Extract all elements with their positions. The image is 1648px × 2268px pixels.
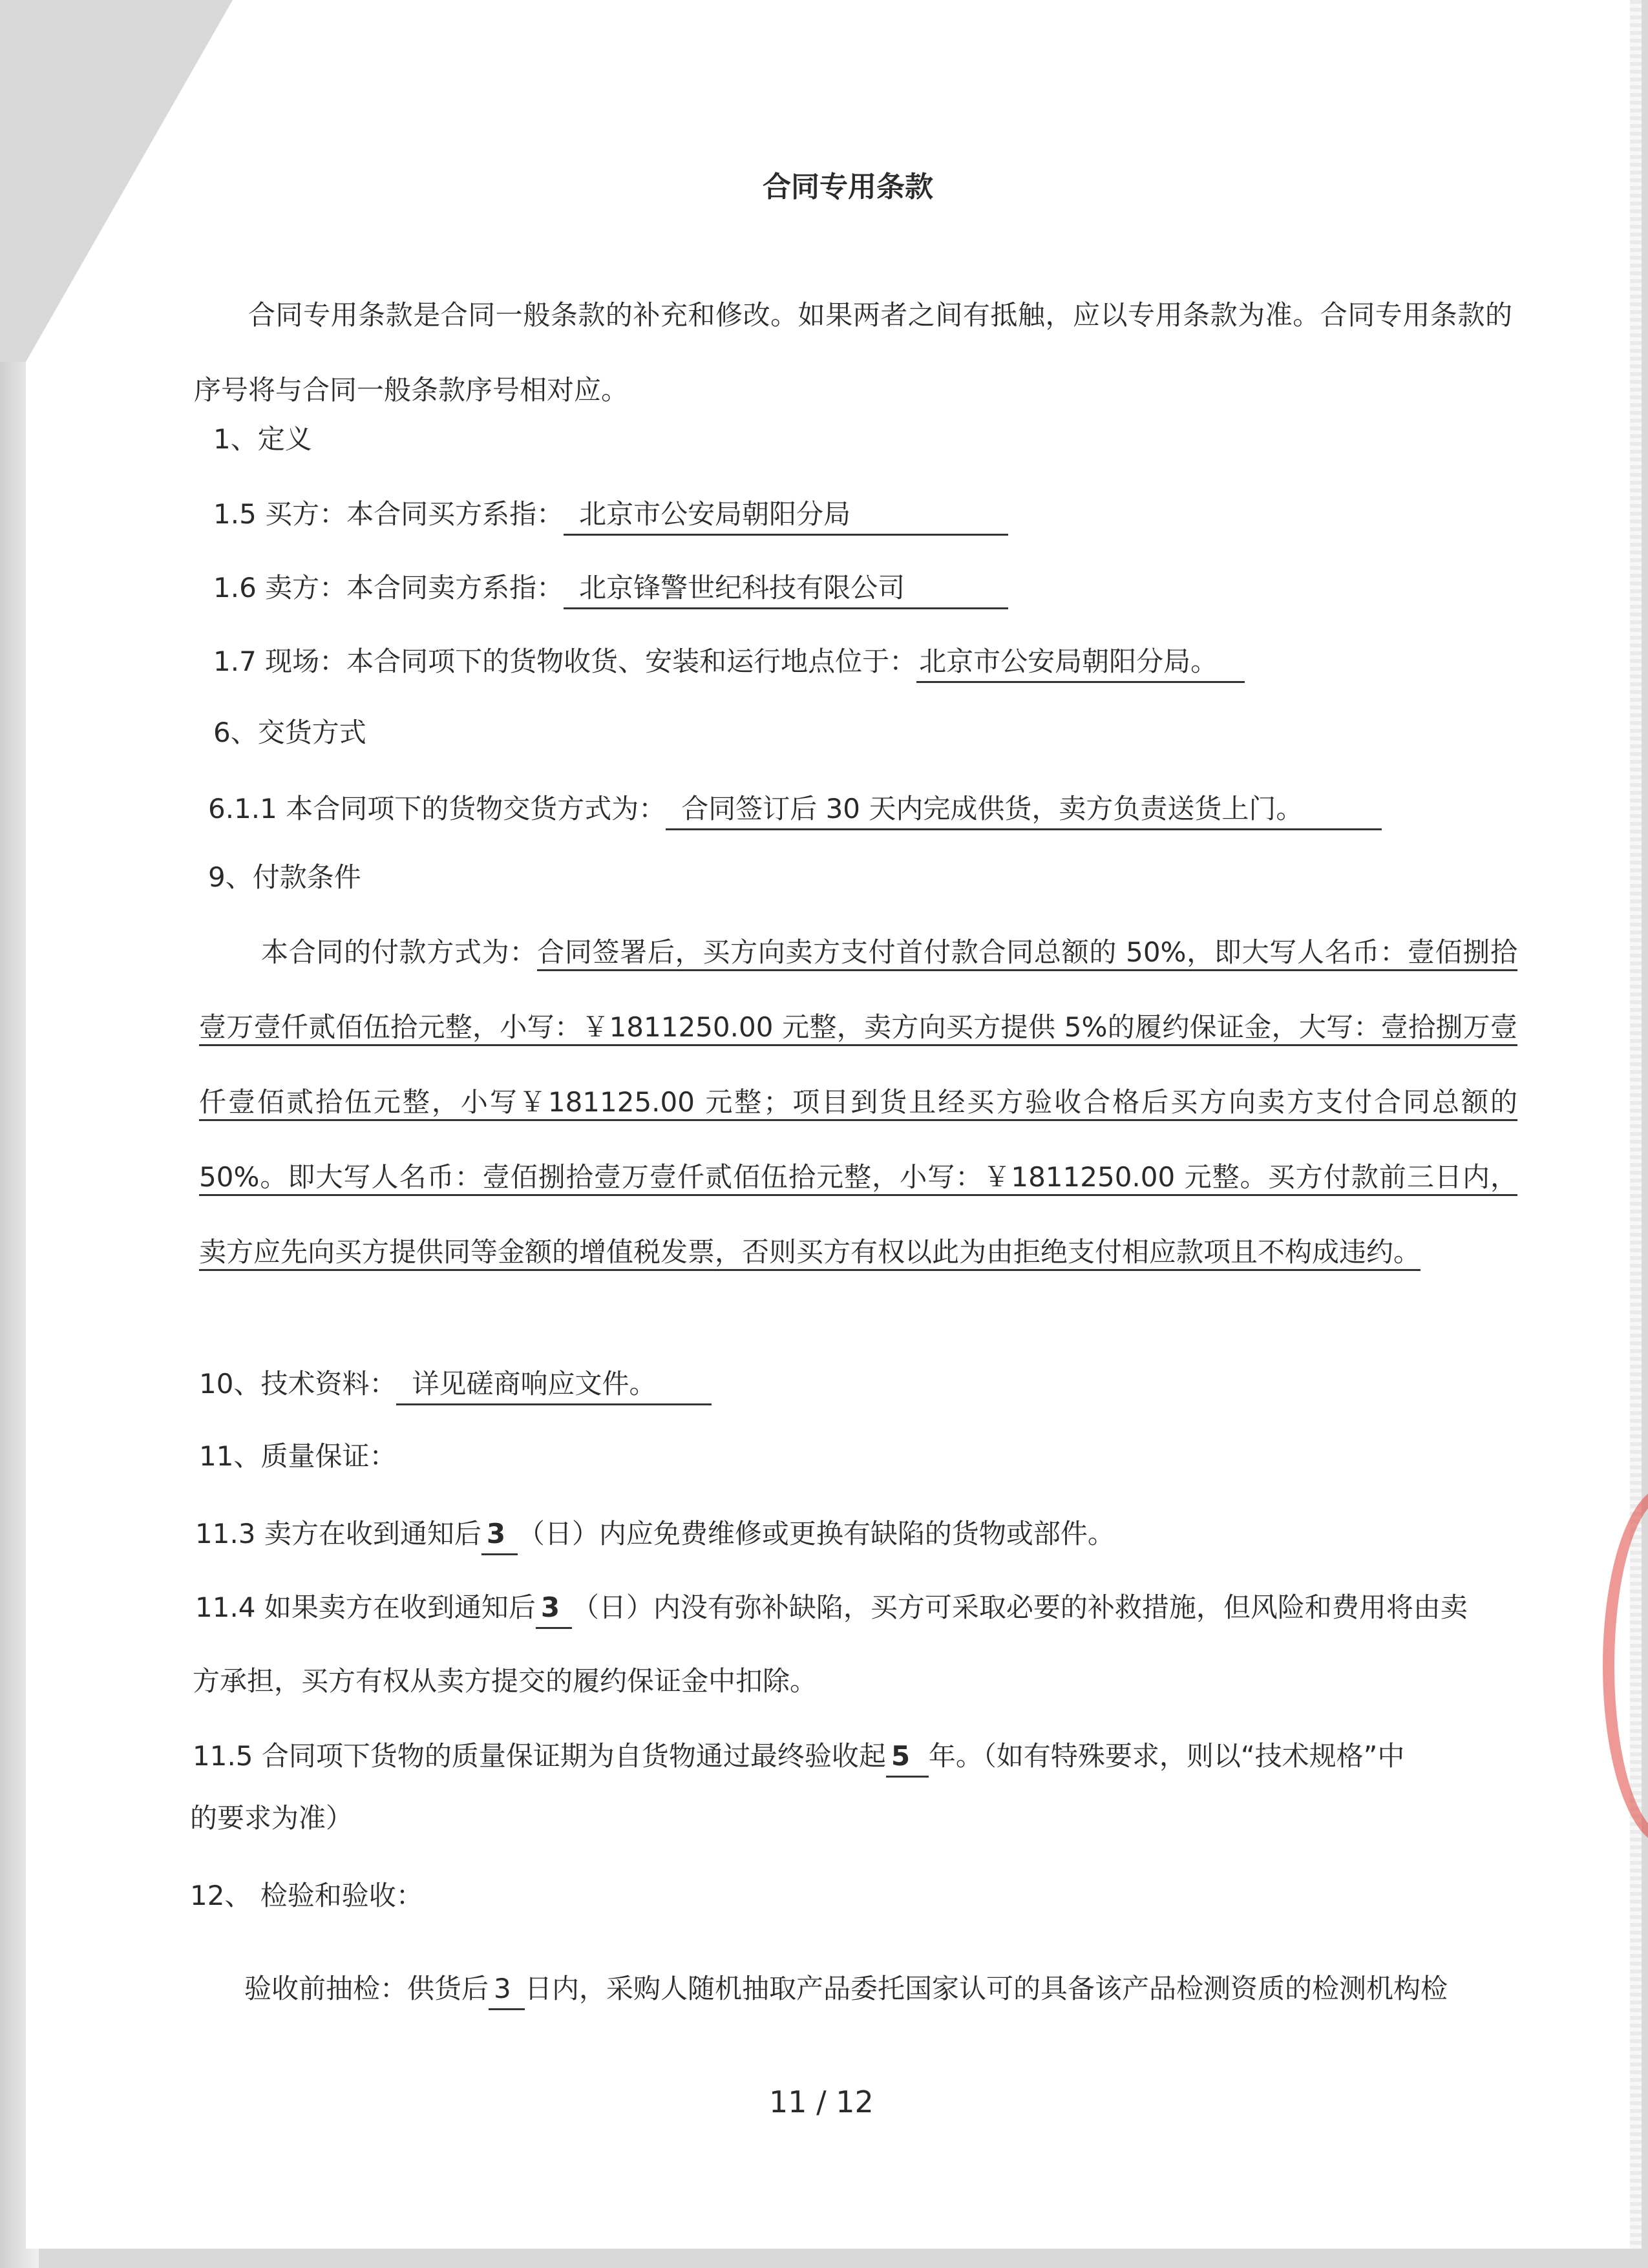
technical-docs-field: 详见磋商响应文件。 [396, 1366, 712, 1405]
clause-1-6-label: 1.6 卖方：本合同卖方系指： [213, 572, 564, 604]
page-edge [1630, 0, 1642, 2249]
clause-11-4-continued: 方承担，买方有权从卖方提交的履约保证金中扣除。 [193, 1665, 818, 1697]
document-page [26, 0, 1642, 2249]
warranty-years-field: 5 [886, 1738, 929, 1778]
clause-12-text-b: 日内，采购人随机抽取产品委托国家认可的具备该产品检测资质的检测机构检 [525, 1973, 1448, 2004]
page-number: 11 / 12 [769, 2084, 874, 2119]
payment-terms-body: 合同签署后，买方向卖方支付首付款合同总额的 50%，即大写人名币：壹佰捌拾壹万壹仟贰佰伍拾元整，小写：￥1811250.00 元整，卖方向买方提供 5%的履约保证金，大写：壹拾捌万壹仟壹佰贰拾伍元整，小写￥181125.00 元整；项目到货且经买方验收合格后买方向卖方支付合同总额的 50%。即大写人名币：壹佰捌拾壹万壹仟贰佰伍拾元整，小写：￥1811250.00 元整。买方付款前三日内，卖方应先向买方提供同等金额的增值税发票，否则买方有权以此为由拒绝支付相应款项且不构成违约。 [199, 936, 1517, 1271]
section-12-heading: 12、 检验和验收： [190, 1880, 423, 1911]
clause-6-1-1 [208, 791, 1382, 830]
clause-11-3-text-a: 11.3 卖方在收到通知后 [195, 1518, 481, 1549]
clause-11-5 [193, 1738, 1404, 1778]
clause-10 [199, 1366, 712, 1405]
clause-10-label: 10、技术资料： [199, 1368, 397, 1400]
site-location-field: 北京市公安局朝阳分局。 [916, 644, 1245, 683]
payment-terms-paragraph [199, 915, 1517, 1290]
clause-12-sampling [244, 1971, 1448, 2010]
red-seal-stamp [1603, 1486, 1648, 1845]
clause-11-3 [195, 1516, 1115, 1555]
clause-11-3-text-b: （日）内应免费维修或更换有缺陷的货物或部件。 [517, 1518, 1115, 1549]
intro-paragraph: 合同专用条款是合同一般条款的补充和修改。如果两者之间有抵触，应以专用条款为准。合同专用条款的序号将与合同一般条款序号相对应。 [194, 299, 1512, 406]
clause-6-1-1-label: 6.1.1 本合同项下的货物交货方式为： [208, 793, 666, 824]
delivery-method-field: 合同签订后 30 天内完成供货，卖方负责送货上门。 [666, 791, 1382, 830]
clause-11-5-text-a: 11.5 合同项下货物的质量保证期为自货物通过最终验收起 [193, 1740, 886, 1772]
clause-12-text-a: 验收前抽检：供货后 [244, 1973, 489, 2004]
clause-11-5-text-b: 年。（如有特殊要求，则以“技术规格”中 [928, 1740, 1405, 1772]
clause-11-4-text-b: （日）内没有弥补缺陷，买方可采取必要的补救措施，但风险和费用将由卖 [571, 1591, 1468, 1623]
section-1-heading: 1、定义 [213, 423, 312, 455]
document-title: 合同专用条款 [763, 171, 933, 204]
section-11-heading: 11、质量保证： [199, 1440, 397, 1472]
clause-11-5-continued: 的要求为准） [190, 1802, 354, 1834]
repair-days-field: 3 [481, 1516, 518, 1555]
sampling-days-field: 3 [489, 1971, 525, 2010]
clause-1-5 [213, 496, 1008, 536]
clause-1-7 [213, 644, 1245, 683]
buyer-name-field: 北京市公安局朝阳分局 [564, 496, 1008, 536]
section-6-heading: 6、交货方式 [213, 717, 366, 748]
clause-11-4 [195, 1590, 1468, 1629]
payment-terms-lead: 本合同的付款方式为： [261, 936, 538, 968]
section-9-heading: 9、付款条件 [208, 861, 361, 893]
clause-11-4-text-a: 11.4 如果卖方在收到通知后 [195, 1591, 536, 1623]
seller-name-field: 北京锋警世纪科技有限公司 [564, 570, 1008, 609]
remedy-days-field: 3 [536, 1590, 572, 1629]
clause-1-6 [213, 570, 1008, 609]
clause-1-5-label: 1.5 买方：本合同买方系指： [213, 498, 564, 530]
clause-1-7-label: 1.7 现场：本合同项下的货物收货、安装和运行地点位于： [213, 646, 917, 677]
